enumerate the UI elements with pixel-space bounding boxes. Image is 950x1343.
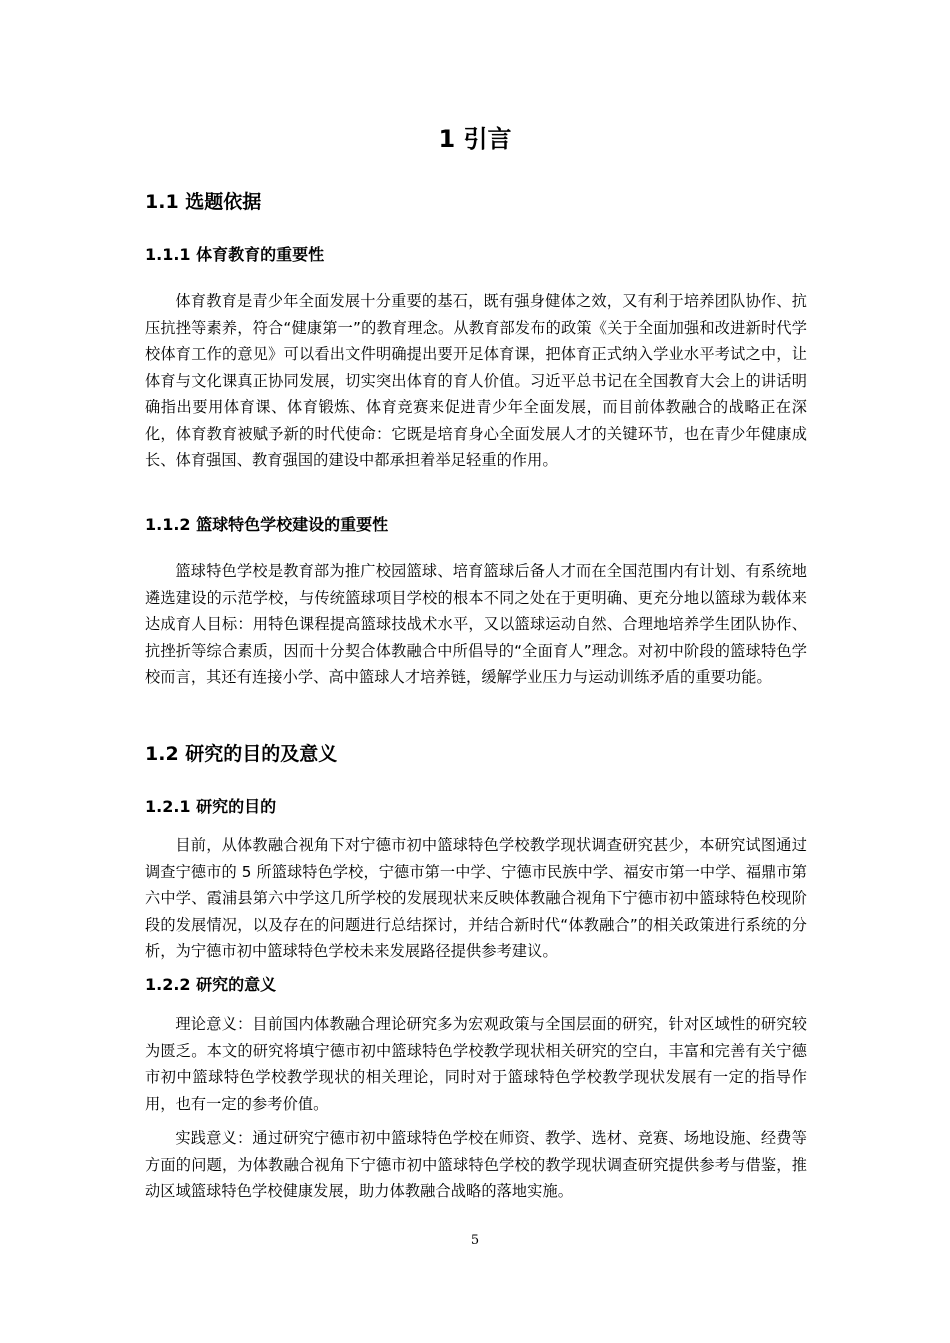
section-heading-1-1: 1.1 选题依据 <box>145 191 262 213</box>
page-number: 5 <box>470 1233 480 1248</box>
paragraph-1-2-1: 目前，从体教融合视角下对宁德市初中篮球特色学校教学现状调查研究甚少，本研究试图通过调查宁德市的 5 所篮球特色学校，宁德市第一中学、宁德市民族中学、福安市第一中学、福鼎市第六中学、霞浦县第六中学这几所学校的发展现状来反映体教融合视角下宁德市初中篮球特色校现阶段的发展情况，以及存在的问题进行总结探讨，并结合新时代“体教融合”的相关政策进行系统的分析，为宁德市初中篮球特色学校未来发展路径提供参考建议。 <box>145 836 807 960</box>
subsection-heading-1-2-2: 1.2.2 研究的意义 <box>145 975 277 994</box>
paragraph-1-1-1: 体育教育是青少年全面发展十分重要的基石，既有强身健体之效，又有利于培养团队协作、抗压抗挫等素养，符合“健康第一”的教育理念。从教育部发布的政策《关于全面加强和改进新时代学校体育工作的意见》可以看出文件明确提出要开足体育课，把体育正式纳入学业水平考试之中，让体育与文化课真正协同发展，切实突出体育的育人价值。习近平总书记在全国教育大会上的讲话明确指出要用体育课、体育锻炼、体育竞赛来促进青少年全面发展，而目前体教融合的战略正在深化，体育教育被赋予新的时代使命：它既是培育身心全面发展人才的关键环节，也在青少年健康成长、体育强国、教育强国的建设中都承担着举足轻重的作用。 <box>145 292 807 469</box>
paragraph-practice-significance: 实践意义：通过研究宁德市初中篮球特色学校在师资、教学、选材、竞赛、场地设施、经费等方面的问题，为体教融合视角下宁德市初中篮球特色学校的教学现状调查研究提供参考与借鉴，推动区域篮球特色学校健康发展，助力体教融合战略的落地实施。 <box>145 1129 807 1200</box>
chapter-title: 1 引言 <box>438 125 512 153</box>
section-heading-1-2: 1.2 研究的目的及意义 <box>145 743 338 765</box>
subsection-heading-1-1-2: 1.1.2 篮球特色学校建设的重要性 <box>145 515 389 534</box>
paragraph-1-1-2: 篮球特色学校是教育部为推广校园篮球、培育篮球后备人才而在全国范围内有计划、有系统地遴选建设的示范学校，与传统篮球项目学校的根本不同之处在于更明确、更充分地以篮球为载体来达成育人目标：用特色课程提高篮球技战术水平，又以篮球运动自然、合理地培养学生团队协作、抗挫折等综合素质，因而十分契合体教融合中所倡导的“全面育人”理念。对初中阶段的篮球特色学校而言，其还有连接小学、高中篮球人才培养链，缓解学业压力与运动训练矛盾的重要功能。 <box>145 562 807 686</box>
subsection-heading-1-2-1: 1.2.1 研究的目的 <box>145 797 277 816</box>
paragraph-theory-significance: 理论意义：目前国内体教融合理论研究多为宏观政策与全国层面的研究，针对区域性的研究较为匮乏。本文的研究将填宁德市初中篮球特色学校教学现状相关研究的空白，丰富和完善有关宁德市初中篮球特色学校教学现状的相关理论，同时对于篮球特色学校教学现状发展有一定的指导作用，也有一定的参考价值。 <box>145 1015 807 1113</box>
subsection-heading-1-1-1: 1.1.1 体育教育的重要性 <box>145 245 325 264</box>
